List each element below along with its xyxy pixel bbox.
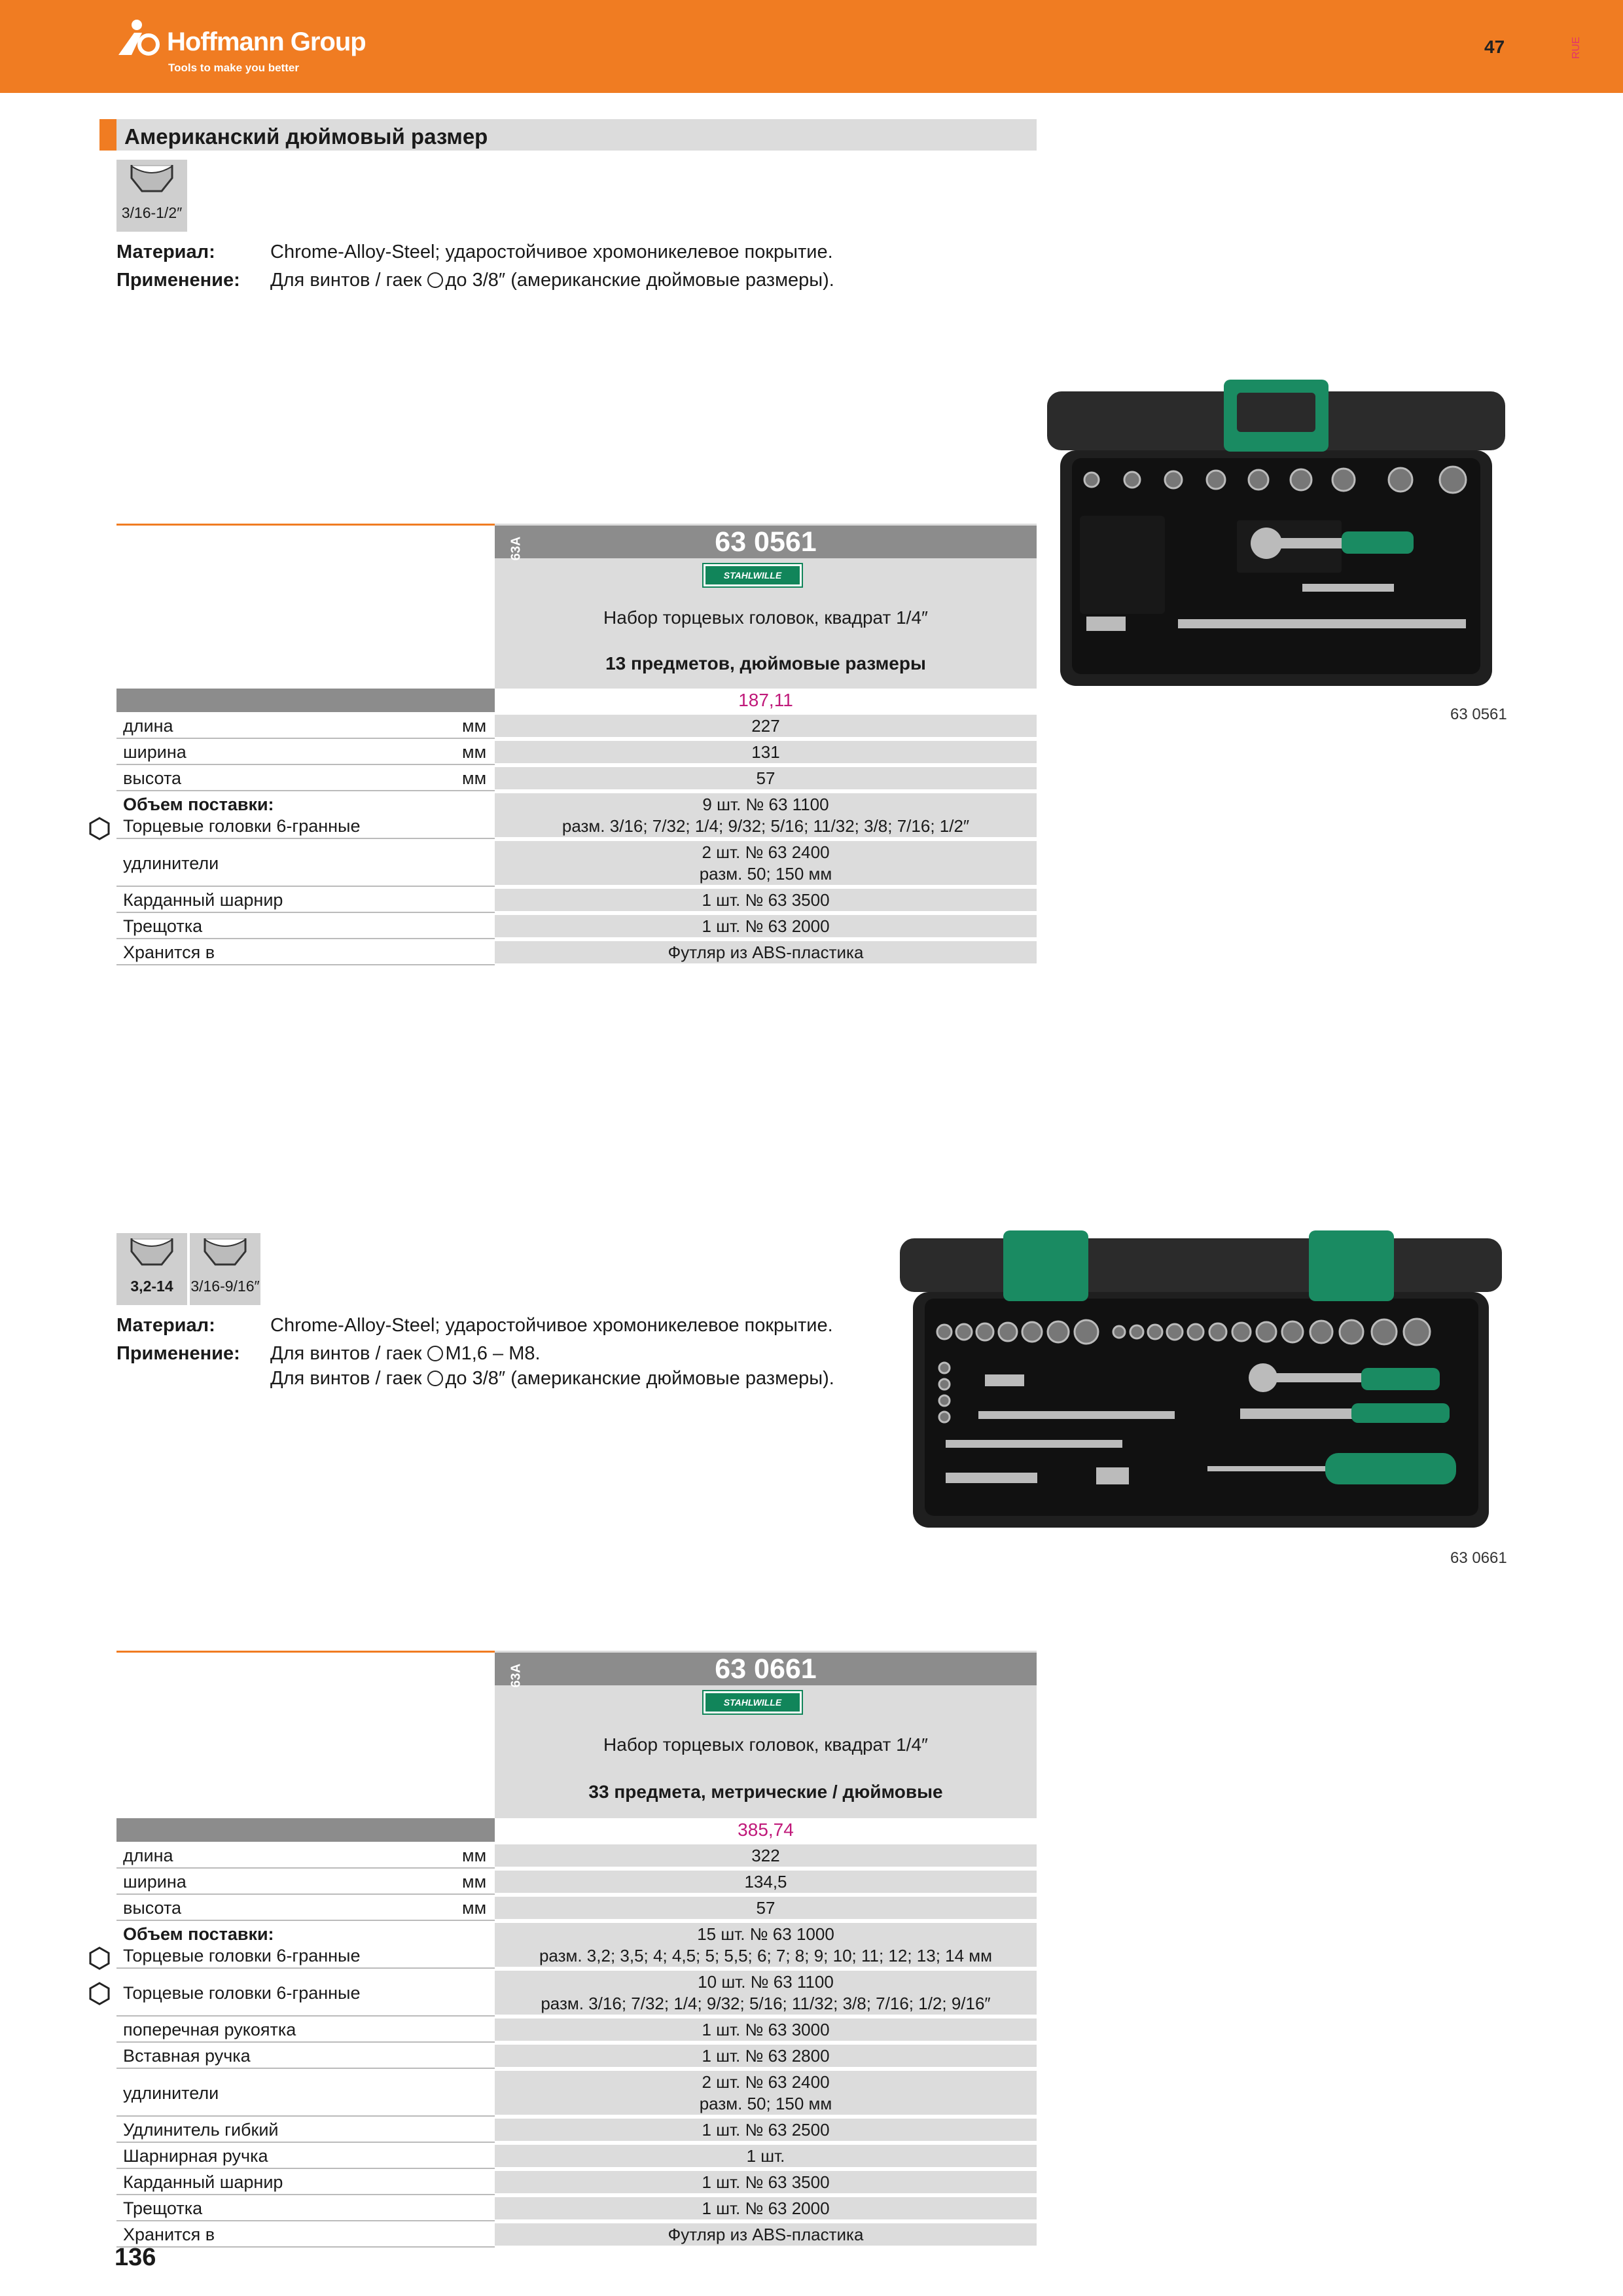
- size-badge-label: 3/16-1/2″: [121, 204, 183, 221]
- table-row: [116, 715, 1037, 739]
- hex-socket-icon: [129, 162, 175, 195]
- row-value: [495, 1971, 1037, 2015]
- stahlwille-logo: STAHLWILLE: [704, 1691, 802, 1713]
- language-code: RUE: [1571, 37, 1582, 59]
- row-divider: [116, 2041, 495, 2043]
- product-table-63-0661: [116, 1651, 1037, 2244]
- row-value-line: 1 шт. № 63 3500: [702, 2172, 830, 2192]
- usage-post: M1,6 – M8.: [445, 1343, 541, 1364]
- row-label: длина: [123, 716, 173, 736]
- stahlwille-logo: STAHLWILLE: [704, 564, 802, 586]
- row-value-line: 1 шт. № 63 3500: [702, 890, 830, 910]
- row-divider: [116, 1920, 495, 1921]
- material-label: Материал:: [116, 1315, 215, 1336]
- row-divider: [116, 2142, 495, 2143]
- material-value: Chrome-Alloy-Steel; ударостойчивое хромоникелевое покрытие.: [270, 242, 833, 262]
- usage-post: до 3/8″ (американские дюймовые размеры).: [445, 1368, 834, 1389]
- row-label: Хранится в: [123, 2225, 215, 2244]
- row-divider: [116, 1893, 495, 1895]
- usage-label: Применение:: [116, 1343, 240, 1364]
- table-row: [116, 767, 1037, 791]
- row-value-line: разм. 3/16; 7/32; 1/4; 9/32; 5/16; 11/32; 3/8; 7/16; 1/2; 9/16″: [541, 1994, 991, 2013]
- row-unit: мм: [462, 716, 487, 736]
- row-value-line: 1 шт. № 63 2000: [702, 916, 830, 936]
- series-label: 63A: [508, 536, 524, 561]
- section-title: Американский дюймовый размер: [124, 124, 488, 149]
- row-value-line: 131: [751, 742, 780, 762]
- row-divider: [116, 2068, 495, 2069]
- row-value: [495, 1897, 1037, 1919]
- row-label: Вставная ручка: [123, 2046, 251, 2066]
- ring-icon: [427, 1371, 443, 1386]
- spec-block-1: [116, 238, 902, 297]
- article-code[interactable]: 63 0661 63A: [495, 1653, 1037, 1685]
- product-image-63-0561: [1041, 373, 1512, 694]
- row-value: [495, 2018, 1037, 2041]
- row-divider: [116, 2194, 495, 2195]
- row-value: [495, 793, 1037, 837]
- table-row: [116, 1897, 1037, 1921]
- row-label: ширина: [123, 742, 187, 762]
- hex-socket-icon: [129, 1236, 175, 1268]
- table-row: [116, 1971, 1037, 2017]
- brand-tagline: Tools to make you better: [168, 62, 299, 74]
- row-value-line: 10 шт. № 63 1100: [698, 1972, 834, 1992]
- row-value: [495, 2119, 1037, 2141]
- hex-socket-icon: [88, 1982, 111, 2005]
- spec-block-2: [116, 1312, 902, 1397]
- row-divider: [116, 2168, 495, 2169]
- row-label: Трещотка: [123, 916, 203, 936]
- row-label: Объем поставки:: [123, 1924, 274, 1944]
- row-unit: мм: [462, 1846, 487, 1865]
- article-code[interactable]: 63 0561 63A: [495, 526, 1037, 558]
- row-value: [495, 1844, 1037, 1867]
- row-label: Удлинитель гибкий: [123, 2120, 279, 2140]
- row-unit: мм: [462, 768, 487, 788]
- row-label: Шарнирная ручка: [123, 2146, 268, 2166]
- row-value: [495, 915, 1037, 937]
- hoffmann-logo-icon: [115, 18, 166, 58]
- section-header: [99, 119, 1037, 151]
- row-value-line: 227: [751, 716, 780, 736]
- row-divider: [116, 938, 495, 939]
- row-value: [495, 2071, 1037, 2115]
- row-label: удлинители: [123, 853, 219, 873]
- row-sublabel: Торцевые головки 6-гранные: [123, 816, 361, 836]
- hex-socket-icon: [88, 817, 111, 840]
- row-value: [495, 2145, 1037, 2167]
- row-label: Карданный шарнир: [123, 890, 283, 910]
- row-value: [495, 889, 1037, 911]
- row-label: поперечная рукоятка: [123, 2020, 296, 2039]
- footer-page-number: 136: [115, 2244, 156, 2271]
- table-row: [116, 1844, 1037, 1869]
- row-value: [495, 2197, 1037, 2219]
- table-row: [116, 889, 1037, 913]
- table-row: [116, 2119, 1037, 2143]
- brand-name: Hoffmann Group: [167, 27, 366, 56]
- material-value: Chrome-Alloy-Steel; ударостойчивое хромоникелевое покрытие.: [270, 1315, 833, 1336]
- material-label: Материал:: [116, 242, 215, 262]
- row-value-line: 1 шт. № 63 2000: [702, 2198, 830, 2218]
- product-subtitle: 13 предметов, дюймовые размеры: [605, 653, 926, 673]
- size-badge-label: 3/16-9/16″: [190, 1278, 260, 1295]
- row-label: высота: [123, 768, 182, 788]
- table-row: [116, 2045, 1037, 2069]
- row-label: Хранится в: [123, 942, 215, 962]
- row-value-line: 57: [756, 768, 776, 788]
- price-bar: [116, 1818, 495, 1842]
- row-value-line: 15 шт. № 63 1000: [697, 1924, 834, 1944]
- row-divider: [116, 964, 495, 965]
- table-row: [116, 1923, 1037, 1969]
- usage-post: до 3/8″ (американские дюймовые размеры).: [445, 270, 834, 291]
- row-value-line: 2 шт. № 63 2400: [702, 842, 830, 862]
- row-unit: мм: [462, 1872, 487, 1892]
- table-row: [116, 2197, 1037, 2221]
- row-label: Трещотка: [123, 2198, 203, 2218]
- row-divider: [116, 912, 495, 913]
- table-row: [116, 841, 1037, 887]
- row-value-line: разм. 50; 150 мм: [699, 2094, 832, 2113]
- row-value: [495, 2223, 1037, 2246]
- row-divider: [116, 790, 495, 791]
- image-caption-2: 63 0661: [1450, 1549, 1507, 1567]
- ring-icon: [427, 1346, 443, 1361]
- usage-pre: Для винтов / гаек: [270, 1343, 422, 1364]
- usage-line: [270, 1340, 541, 1368]
- row-value-line: 9 шт. № 63 1100: [702, 795, 829, 814]
- hoffmann-logo[interactable]: [115, 18, 389, 77]
- row-label: удлинители: [123, 2083, 219, 2103]
- table-row: [116, 2171, 1037, 2195]
- row-value: [495, 1871, 1037, 1893]
- row-value-line: Футляр из ABS-пластика: [668, 2225, 864, 2244]
- row-value-line: 1 шт. № 63 2800: [702, 2046, 830, 2066]
- row-label: Карданный шарнир: [123, 2172, 283, 2192]
- price-value: 385,74: [495, 1818, 1037, 1842]
- section-accent: [99, 119, 116, 151]
- row-value-line: разм. 50; 150 мм: [699, 864, 832, 884]
- row-value: [495, 715, 1037, 737]
- usage-pre: Для винтов / гаек: [270, 270, 422, 291]
- row-value-line: 322: [751, 1846, 780, 1865]
- hex-socket-icon: [202, 1236, 248, 1268]
- row-divider: [116, 2115, 495, 2117]
- row-divider: [116, 2015, 495, 2017]
- row-value-line: 1 шт.: [746, 2146, 785, 2166]
- product-subtitle: 33 предмета, метрические / дюймовые: [588, 1782, 943, 1802]
- row-divider: [116, 2220, 495, 2221]
- ring-icon: [427, 272, 443, 288]
- row-label: Объем поставки:: [123, 795, 274, 814]
- row-divider: [116, 764, 495, 765]
- product-header-box: [495, 524, 1037, 689]
- row-value: [495, 767, 1037, 789]
- table-row: [116, 941, 1037, 965]
- row-value-line: 2 шт. № 63 2400: [702, 2072, 830, 2092]
- hex-socket-icon: [88, 1946, 111, 1970]
- row-value: [495, 2045, 1037, 2067]
- product-header-box: [495, 1651, 1037, 1818]
- table-row: [116, 2071, 1037, 2117]
- table-row: [116, 741, 1037, 765]
- product-description: Набор торцевых головок, квадрат 1/4″: [603, 1734, 928, 1755]
- table-row: [116, 2223, 1037, 2248]
- row-label: длина: [123, 1846, 173, 1865]
- series-label: 63A: [508, 1663, 524, 1688]
- catalog-page-number: 47: [1484, 37, 1505, 57]
- row-sublabel: Торцевые головки 6-гранные: [123, 1946, 361, 1965]
- row-label: Торцевые головки 6-гранные: [123, 1982, 361, 2003]
- row-label: ширина: [123, 1872, 187, 1892]
- row-value-line: 57: [756, 1898, 776, 1918]
- size-badge: [190, 1233, 260, 1305]
- table-row: [116, 2018, 1037, 2043]
- product-image-63-0661: [893, 1230, 1508, 1538]
- row-divider: [116, 838, 495, 839]
- row-divider: [116, 886, 495, 887]
- row-divider: [116, 1967, 495, 1969]
- product-table-63-0561: [116, 524, 1037, 969]
- table-row: [116, 1871, 1037, 1895]
- row-label: высота: [123, 1898, 182, 1918]
- product-description: Набор торцевых головок, квадрат 1/4″: [603, 607, 928, 628]
- row-value-line: 134,5: [744, 1872, 787, 1892]
- table-row: [116, 793, 1037, 839]
- row-value-line: разм. 3/16; 7/32; 1/4; 9/32; 5/16; 11/32; 3/8; 7/16; 1/2″: [562, 816, 970, 836]
- row-unit: мм: [462, 1898, 487, 1918]
- table-row: [116, 2145, 1037, 2169]
- size-badge-label: 3,2-14: [130, 1278, 173, 1295]
- row-value-line: разм. 3,2; 3,5; 4; 4,5; 5; 5,5; 6; 7; 8; 9; 10; 11; 12; 13; 14 мм: [539, 1946, 993, 1965]
- row-value-line: 1 шт. № 63 3000: [702, 2020, 830, 2039]
- row-value: [495, 2171, 1037, 2193]
- image-caption-1: 63 0561: [1450, 706, 1507, 723]
- table-row: [116, 915, 1037, 939]
- row-value: [495, 841, 1037, 885]
- size-badge: [116, 160, 187, 232]
- row-divider: [116, 738, 495, 739]
- row-divider: [116, 1867, 495, 1869]
- size-badge: [116, 1233, 187, 1305]
- usage-line: [270, 266, 834, 295]
- row-value: [495, 1923, 1037, 1967]
- usage-line: [270, 1365, 834, 1393]
- row-value-line: Футляр из ABS-пластика: [668, 942, 864, 962]
- row-unit: мм: [462, 742, 487, 762]
- usage-label: Применение:: [116, 270, 240, 291]
- header-bar: [0, 0, 1623, 93]
- usage-pre: Для винтов / гаек: [270, 1368, 422, 1389]
- price-bar: [116, 689, 495, 712]
- row-divider: [116, 2246, 495, 2248]
- row-value: [495, 741, 1037, 763]
- row-value-line: 1 шт. № 63 2500: [702, 2120, 830, 2140]
- row-value: [495, 941, 1037, 963]
- price-value: 187,11: [495, 689, 1037, 712]
